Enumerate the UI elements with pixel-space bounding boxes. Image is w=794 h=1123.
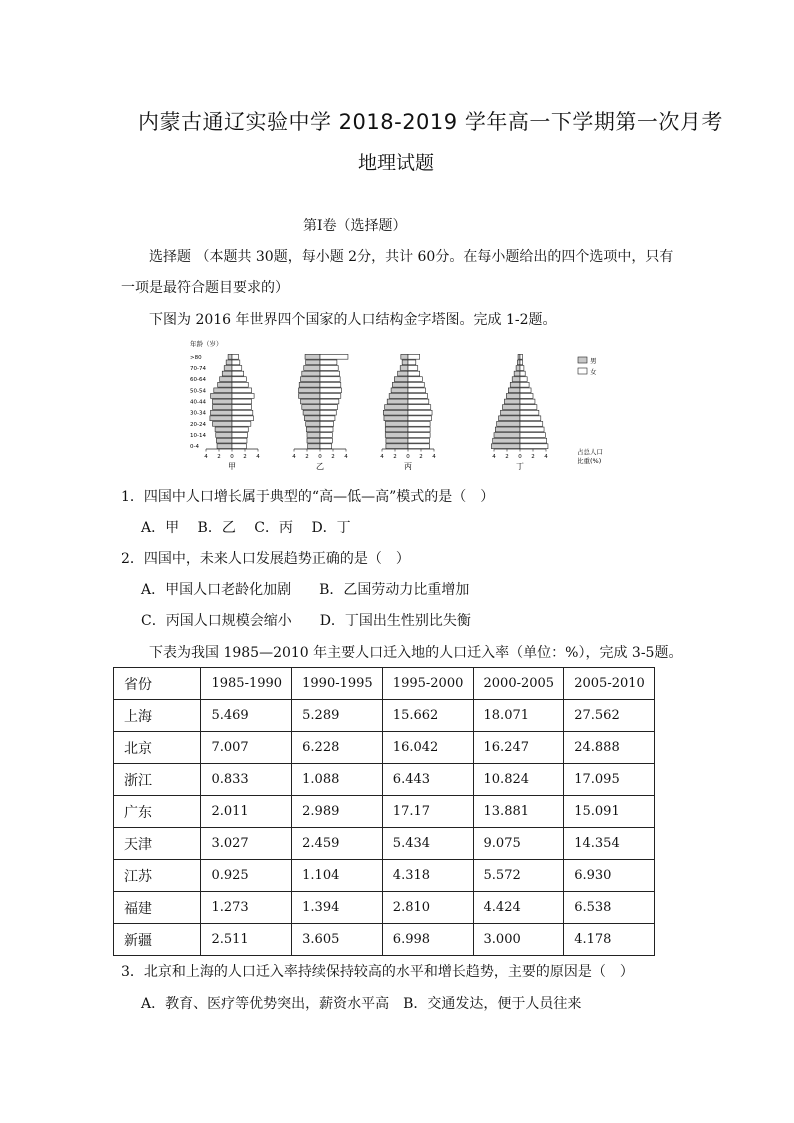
pyramid-bar-female <box>408 421 430 426</box>
pyramid-bar-female <box>232 433 248 438</box>
pyramid-bar-male <box>306 427 320 432</box>
question-3-options-line1: A．教育、医疗等优势突出，薪资水平高 B．交通发达，便于人员往来 <box>141 996 582 1012</box>
table-row <box>114 796 655 828</box>
table-header-cell: 省份 <box>114 668 201 700</box>
pyramid-country-label: 丙 <box>404 462 412 471</box>
pyramid-bar-female <box>232 444 246 449</box>
pyramid-bar-male <box>493 438 520 443</box>
table-row <box>114 828 655 860</box>
pyramid-bar-female <box>232 405 252 410</box>
pyramid-bar-male <box>502 405 520 410</box>
pyramid-x-tick-label: 4 <box>204 454 208 460</box>
pyramid-bar-female <box>408 399 429 404</box>
table-cell: 27.562 <box>564 700 655 732</box>
pyramid-bar-male <box>495 427 520 432</box>
pyramid-bar-male <box>501 410 521 415</box>
pyramid-bar-female <box>520 405 537 410</box>
pyramid-bar-female <box>320 427 333 432</box>
table-row <box>114 732 655 764</box>
pyramid-bar-male <box>401 354 408 359</box>
legend-label-male: 男 <box>590 357 597 365</box>
pyramid-bar-female <box>408 360 416 365</box>
pyramid-x-tick-label: 2 <box>531 454 535 460</box>
pyramid-x-tick-label: 2 <box>243 454 247 460</box>
pyramid-bar-male <box>307 433 320 438</box>
pyramid-bar-male <box>491 444 520 449</box>
pyramid-bar-female <box>520 371 525 376</box>
pyramid-bar-female <box>320 410 336 415</box>
table-cell-province: 福建 <box>114 892 201 924</box>
table-cell: 16.247 <box>473 732 564 764</box>
pyramid-x-tick-label: 0 <box>318 454 322 460</box>
pyramid-bar-male <box>220 377 232 382</box>
pyramid-bar-male <box>213 421 233 426</box>
pyramid-bar-female <box>408 444 429 449</box>
pyramid-bar-male <box>299 382 320 387</box>
pyramid-bar-male <box>497 421 520 426</box>
pyramid-bar-female <box>320 360 337 365</box>
pyramid-bar-male <box>218 382 232 387</box>
pyramid-bar-male <box>304 416 320 421</box>
table-cell: 3.027 <box>201 828 292 860</box>
pyramid-bar-male <box>386 444 408 449</box>
table-header-cell: 1995-2000 <box>382 668 473 700</box>
table-header-cell: 1985-1990 <box>201 668 292 700</box>
pyramid-bar-female <box>320 354 348 359</box>
pyramid-bar-male <box>213 399 233 404</box>
table-cell: 9.075 <box>473 828 564 860</box>
pyramid-bar-male <box>394 377 408 382</box>
pyramid-bar-male <box>389 394 408 399</box>
table-cell: 4.318 <box>382 860 473 892</box>
section-heading: 第Ⅰ卷（选择题） <box>303 218 407 234</box>
section-intro-line2: 一项是最符合题目要求的） <box>121 280 289 296</box>
pyramid-bar-male <box>383 410 408 415</box>
pyramid-bar-male <box>216 438 232 443</box>
legend-label-female: 女 <box>590 368 597 376</box>
pyramid-bar-female <box>320 433 332 438</box>
pyramid-bar-male <box>400 366 408 371</box>
table-cell: 15.662 <box>382 700 473 732</box>
table-cell: 14.354 <box>564 828 655 860</box>
pyramid-bar-male <box>306 421 320 426</box>
table-cell: 4.178 <box>564 924 655 956</box>
pyramid-bar-female <box>232 371 244 376</box>
pyramid-bar-female <box>408 433 430 438</box>
pyramid-x-tick-label: 2 <box>419 454 423 460</box>
population-pyramid-chart <box>188 337 608 479</box>
age-tick-label: 0-4 <box>190 444 199 451</box>
pyramid-bar-female <box>408 366 418 371</box>
table-row <box>114 892 655 924</box>
pyramid-bar-male <box>214 388 232 393</box>
pyramid-bar-female <box>320 405 338 410</box>
pyramid-bar-male <box>385 405 408 410</box>
question-1-options: A．甲 B．乙 C．丙 D．丁 <box>141 520 351 536</box>
question-1-stem: 1．四国中人口增长属于典型的“高—低—高”模式的是（ ） <box>121 489 495 505</box>
pyramid-bar-female <box>232 382 248 387</box>
table-header-row <box>114 668 655 700</box>
pyramid-bar-female <box>408 388 426 393</box>
pyramid-bar-female <box>232 438 247 443</box>
table-cell-province: 浙江 <box>114 764 201 796</box>
table-cell: 1.088 <box>292 764 383 796</box>
x-axis-unit-line2: 比重(%) <box>577 457 602 465</box>
pyramid-bar-female <box>232 366 242 371</box>
table-cell: 17.095 <box>564 764 655 796</box>
pyramid-bar-female <box>232 360 240 365</box>
age-tick-label: 60-64 <box>190 377 206 384</box>
pyramid-bar-female <box>520 366 524 371</box>
pyramid-bar-male <box>398 371 408 376</box>
question-3-stem: 3．北京和上海的人口迁入率持续保持较高的水平和增长趋势，主要的原因是（ ） <box>121 964 634 980</box>
pyramid-x-tick-label: 2 <box>505 454 509 460</box>
table-cell: 1.104 <box>292 860 383 892</box>
table-cell: 0.925 <box>201 860 292 892</box>
table-cell: 1.273 <box>201 892 292 924</box>
pyramid-bar-female <box>408 377 422 382</box>
table-cell-province: 新疆 <box>114 924 201 956</box>
pyramid-bar-male <box>215 427 232 432</box>
pyramid-bar-male <box>299 394 320 399</box>
pyramid-bar-male <box>299 388 320 393</box>
table-cell: 5.434 <box>382 828 473 860</box>
pyramid-bar-male <box>226 360 232 365</box>
table-cell: 3.000 <box>473 924 564 956</box>
age-tick-label: 20-24 <box>190 421 206 428</box>
pyramid-bar-female <box>232 421 251 426</box>
pyramid-bar-female <box>408 405 431 410</box>
migration-rate-table <box>113 667 655 956</box>
page-subtitle: 地理试题 <box>358 152 435 174</box>
table-row <box>114 700 655 732</box>
pyramid-bar-male <box>385 427 408 432</box>
pyramid-bar-male <box>213 405 233 410</box>
table-cell: 17.17 <box>382 796 473 828</box>
pyramid-bar-female <box>320 421 334 426</box>
table-cell: 4.424 <box>473 892 564 924</box>
table-cell: 15.091 <box>564 796 655 828</box>
table-cell-province: 广东 <box>114 796 201 828</box>
pyramid-x-tick-label: 2 <box>217 454 221 460</box>
pyramid-x-tick-label: 4 <box>344 454 348 460</box>
pyramid-bar-male <box>517 360 520 365</box>
pyramid-bar-male <box>516 366 520 371</box>
legend-swatch-female <box>578 368 587 374</box>
pyramid-bar-male <box>386 438 408 443</box>
pyramid-bar-male <box>307 438 320 443</box>
table-cell: 5.289 <box>292 700 383 732</box>
pyramid-bar-male <box>308 444 320 449</box>
pyramid-x-tick-label: 4 <box>492 454 496 460</box>
pyramid-bar-male <box>224 366 232 371</box>
question-2-options-line1: A．甲国人口老龄化加剧 B．乙国劳动力比重增加 <box>141 582 470 598</box>
pyramid-bar-male <box>504 399 520 404</box>
table-cell-province: 上海 <box>114 700 201 732</box>
pyramid-bar-male <box>392 382 408 387</box>
pyramid-bar-female <box>520 377 527 382</box>
legend-swatch-male <box>578 357 587 363</box>
pyramid-bar-female <box>232 399 252 404</box>
pyramid-bar-female <box>320 366 338 371</box>
table-cell-province: 江苏 <box>114 860 201 892</box>
pyramid-bar-female <box>232 394 254 399</box>
pyramid-bar-female <box>320 399 339 404</box>
pyramid-bar-female <box>408 438 429 443</box>
table-cell: 5.572 <box>473 860 564 892</box>
pyramid-bar-female <box>320 444 332 449</box>
pyramid-bar-female <box>320 416 335 421</box>
y-axis-title: 年龄（岁） <box>190 340 223 348</box>
age-tick-label: >80 <box>190 354 202 361</box>
table-cell: 24.888 <box>564 732 655 764</box>
table-cell: 6.443 <box>382 764 473 796</box>
pyramid-bar-male <box>510 382 520 387</box>
pyramid-bar-male <box>306 360 320 365</box>
pyramid-bar-male <box>222 371 232 376</box>
table-cell: 2.511 <box>201 924 292 956</box>
table-cell-province: 天津 <box>114 828 201 860</box>
table-cell: 16.042 <box>382 732 473 764</box>
pyramid-bar-female <box>320 394 341 399</box>
table-cell: 3.605 <box>292 924 383 956</box>
pyramid-bar-female <box>520 438 547 443</box>
table-cell: 0.833 <box>201 764 292 796</box>
pyramid-bar-male <box>385 421 408 426</box>
table-cell: 6.228 <box>292 732 383 764</box>
pyramid-bar-female <box>320 388 341 393</box>
pyramid-bar-female <box>232 377 246 382</box>
pyramid-bar-female <box>520 388 531 393</box>
pyramid-bar-male <box>304 366 320 371</box>
table-row <box>114 924 655 956</box>
pyramid-bar-male <box>385 433 408 438</box>
table-cell: 7.007 <box>201 732 292 764</box>
pyramid-x-tick-label: 4 <box>292 454 296 460</box>
pyramid-bar-male <box>301 377 321 382</box>
pyramid-bar-male <box>512 377 520 382</box>
table-cell: 5.469 <box>201 700 292 732</box>
pyramid-bar-male <box>210 416 232 421</box>
pyramid-x-tick-label: 0 <box>518 454 522 460</box>
pyramid-bar-female <box>232 410 253 415</box>
table-header-cell: 1990-1995 <box>292 668 383 700</box>
table-cell: 2.989 <box>292 796 383 828</box>
table-cell: 2.011 <box>201 796 292 828</box>
age-tick-label: 40-44 <box>190 399 206 406</box>
pyramid-bar-male <box>514 371 520 376</box>
pyramid-svg <box>188 337 608 479</box>
pyramid-bar-female <box>520 416 541 421</box>
table-row <box>114 860 655 892</box>
pyramid-x-tick-label: 0 <box>230 454 234 460</box>
pyramid-bar-male <box>302 371 320 376</box>
pyramid-bar-male <box>506 394 520 399</box>
pyramid-bar-female <box>408 394 428 399</box>
age-tick-label: 30-34 <box>190 410 206 417</box>
table-header-cell: 2005-2010 <box>564 668 655 700</box>
table-cell: 13.881 <box>473 796 564 828</box>
pyramid-x-tick-label: 4 <box>432 454 436 460</box>
pyramid-bar-female <box>520 444 548 449</box>
pyramid-bar-female <box>320 438 332 443</box>
question-2-options-line2: C．丙国人口规模会缩小 D．丁国出生性别比失衡 <box>141 613 471 629</box>
pyramid-country-label: 甲 <box>228 462 236 471</box>
figure-intro: 下图为 2016 年世界四个国家的人口结构金字塔图。完成 1-2题。 <box>149 312 557 328</box>
pyramid-bar-female <box>408 354 420 359</box>
pyramid-bar-female <box>232 354 239 359</box>
pyramid-bar-female <box>320 371 340 376</box>
pyramid-bar-male <box>217 444 232 449</box>
table-row <box>114 764 655 796</box>
pyramid-x-tick-label: 2 <box>331 454 335 460</box>
pyramid-bar-female <box>520 394 533 399</box>
section-intro-line1: 选择题 （本题共 30题，每小题 2分，共计 60分。在每小题给出的四个选项中，只有 <box>149 249 674 265</box>
pyramid-bar-female <box>408 416 431 421</box>
pyramid-bar-male <box>301 399 321 404</box>
pyramid-bar-female <box>320 377 340 382</box>
pyramid-x-tick-label: 4 <box>256 454 260 460</box>
age-tick-label: 50-54 <box>190 388 206 395</box>
pyramid-bar-female <box>232 416 253 421</box>
pyramid-bar-female <box>520 433 545 438</box>
pyramid-bar-male <box>211 410 232 415</box>
pyramid-bar-female <box>408 427 430 432</box>
pyramid-bar-female <box>232 427 248 432</box>
table-cell: 18.071 <box>473 700 564 732</box>
pyramid-bar-male <box>384 416 408 421</box>
pyramid-x-tick-label: 0 <box>406 454 410 460</box>
pyramid-bar-female <box>408 382 424 387</box>
table-header-cell: 2000-2005 <box>473 668 564 700</box>
question-2-stem: 2．四国中，未来人口发展趋势正确的是（ ） <box>121 551 410 567</box>
pyramid-bar-male <box>302 405 320 410</box>
pyramid-bar-male <box>494 433 520 438</box>
pyramid-bar-male <box>391 388 408 393</box>
pyramid-bar-male <box>402 360 408 365</box>
table-cell: 6.998 <box>382 924 473 956</box>
table-cell-province: 北京 <box>114 732 201 764</box>
pyramid-x-tick-label: 4 <box>544 454 548 460</box>
pyramid-bar-female <box>320 382 341 387</box>
pyramid-bar-female <box>232 388 252 393</box>
table-intro: 下表为我国 1985—2010 年主要人口迁入地的人口迁入率（单位：%），完成 3-5题。 <box>149 645 683 661</box>
table-cell: 6.538 <box>564 892 655 924</box>
pyramid-bar-male <box>303 410 320 415</box>
table-cell: 6.930 <box>564 860 655 892</box>
pyramid-country-label: 丁 <box>516 462 524 471</box>
pyramid-bar-female <box>520 354 523 359</box>
table-cell: 1.394 <box>292 892 383 924</box>
pyramid-bar-female <box>520 421 543 426</box>
page-title: 内蒙古通辽实验中学 2018-2019 学年高一下学期第一次月考 <box>138 110 723 134</box>
pyramid-bar-female <box>520 360 523 365</box>
pyramid-bar-male <box>216 433 232 438</box>
pyramid-bar-female <box>520 382 529 387</box>
table-cell: 2.810 <box>382 892 473 924</box>
pyramid-x-tick-label: 2 <box>305 454 309 460</box>
pyramid-bar-male <box>305 354 320 359</box>
age-tick-label: 70-74 <box>190 365 206 372</box>
table-cell: 10.824 <box>473 764 564 796</box>
pyramid-bar-female <box>520 399 535 404</box>
pyramid-bar-male <box>387 399 408 404</box>
table-cell: 2.459 <box>292 828 383 860</box>
pyramid-bar-female <box>408 371 420 376</box>
age-tick-label: 10-14 <box>190 433 206 440</box>
pyramid-x-tick-label: 4 <box>380 454 384 460</box>
pyramid-x-tick-label: 2 <box>393 454 397 460</box>
pyramid-bar-male <box>228 354 232 359</box>
pyramid-country-label: 乙 <box>316 462 324 471</box>
pyramid-bar-male <box>499 416 520 421</box>
pyramid-bar-male <box>211 394 232 399</box>
pyramid-bar-female <box>520 427 544 432</box>
pyramid-bar-female <box>408 410 432 415</box>
pyramid-bar-male <box>508 388 520 393</box>
x-axis-unit-line1: 占总人口 <box>577 448 603 456</box>
pyramid-bar-female <box>520 410 539 415</box>
